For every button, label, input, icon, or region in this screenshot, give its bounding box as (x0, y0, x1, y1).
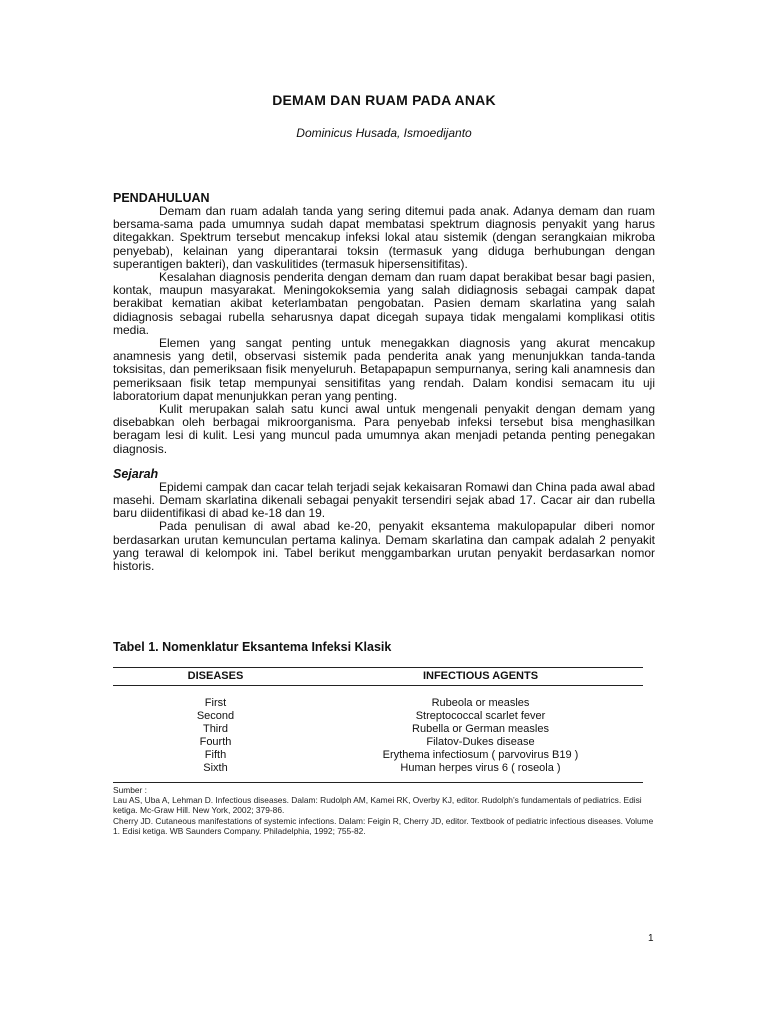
table-body (113, 686, 643, 782)
table-bottom-rule (113, 782, 643, 783)
table-cell-disease: Sixth (203, 762, 228, 774)
section-heading-sejarah: Sejarah (113, 466, 159, 481)
table-title: Tabel 1. Nomenklatur Eksantema Infeksi Klasik (113, 640, 392, 654)
page-number: 1 (648, 933, 654, 944)
table-cell-disease: First (204, 697, 227, 709)
table-cell-agent: Streptococcal scarlet fever (415, 710, 546, 722)
table-cell-disease: Second (196, 710, 235, 722)
table-row (113, 697, 643, 710)
table-cell-agent: Human herpes virus 6 ( roseola ) (400, 762, 561, 774)
source-reference: Cherry JD. Cutaneous manifestations of systemic infections. Dalam: Feigin R, Cherry JD, editor. Textbook of pediatric infectious diseases. Volume 1. Edisi ketiga. WB Saunders Company. Philadelphia, 1992; 755-82. (113, 815, 654, 836)
paragraph: Pada penulisan di awal abad ke-20, penyakit eksantema makulopapular diberi nomor berdasarkan urutan kemunculan pertama kalinya. Demam skarlatina dan campak adalah 2 penyakit yang terawal di kelompok ini. Tabel berikut menggambarkan urutan penyakit berdasarkan nomor historis. (113, 519, 655, 574)
document-authors: Dominicus Husada, Ismoedijanto (296, 126, 472, 140)
table-row (113, 710, 643, 723)
table-row (113, 762, 643, 775)
table-header-diseases: DISEASES (187, 670, 244, 682)
paragraph: Demam dan ruam adalah tanda yang sering ditemui pada anak. Adanya demam dan ruam bersama-sama pada umumnya sudah dapat membatasi spektrum diagnosis penyakit yang harus ditegakkan. Spektrum tersebut mencakup infeksi lokal atau sistemik (dengan serangkaian mikroba penyebab), kelainan yang diperantarai toksin (termasuk yang diduga berhubungan dengan superantigen bakteri), dan vaskulitides (termasuk hipersensitifitas). (113, 204, 655, 271)
table-cell-agent: Rubella or German measles (412, 723, 549, 735)
document-title: DEMAM DAN RUAM PADA ANAK (272, 92, 496, 108)
table-cell-agent: Filatov-Dukes disease (426, 736, 535, 748)
paragraph: Kulit merupakan salah satu kunci awal untuk mengenali penyakit dengan demam yang disebabkan oleh berbagai mikroorganisma. Para penyebab infeksi tersebut bisa menghasilkan beragam lesi di kulit. Lesi yang muncul pada umumnya akan menjadi petanda penting penegakan diagnosis. (113, 402, 655, 456)
table-row (113, 736, 643, 749)
table-cell-agent: Erythema infectiosum ( parvovirus B19 ) (382, 749, 579, 761)
table-header-infectious-agents: INFECTIOUS AGENTS (422, 670, 539, 682)
paragraph: Epidemi campak dan cacar telah terjadi sejak kekaisaran Romawi dan China pada awal abad masehi. Demam skarlatina dikenali sebagai penyakit tersendiri sejak abad 17. Cacar air dan rubella baru diidentifikasi di abad ke-18 dan 19. (113, 479, 655, 521)
table-header-row (113, 668, 643, 685)
source-reference: Lau AS, Uba A, Lehman D. Infectious diseases. Dalam: Rudolph AM, Kamei RK, Overby KJ, editor. Rudolph’s fundamentals of pediatrics. Edisi ketiga. Mc-Graw Hill. New York, 2002; 379-86. (113, 795, 642, 816)
paragraph: Kesalahan diagnosis penderita dengan demam dan ruam dapat berakibat besar bagi pasien, kontak, maupun masyarakat. Meningokoksemia yang salah didiagnosis sebagai campak dapat berakibat kematian akibat keterlambatan pengobatan. Pasien demam skarlatina yang salah didiagnosis sebagai rubella seharusnya dapat dicegah supaya tidak mengalami komplikasi otitis media. (113, 270, 655, 337)
table-cell-agent: Rubeola or measles (431, 697, 530, 709)
paragraph: Elemen yang sangat penting untuk menegakkan diagnosis yang akurat mencakup anamnesis yang detil, observasi sistemik pada penderita anak yang menunjukkan tanda-tanda toksisitas, dan pemeriksaan fisik menyeluruh. Betapapapun sempurnanya, sering kali anamnesis dan pemeriksaan fisik tetap mempunyai sensitifitas yang rendah. Dalam kondisi semacam itu uji laboratorium dapat menunjukkan peran yang penting. (113, 336, 655, 403)
nomenclature-table (113, 667, 643, 783)
table-cell-disease: Fifth (204, 749, 227, 761)
table-sources (113, 785, 658, 836)
table-row (113, 749, 643, 762)
sources-label: Sumber : (113, 785, 147, 795)
table-row (113, 723, 643, 736)
document-body (113, 191, 655, 573)
table-cell-disease: Fourth (199, 736, 232, 748)
table-cell-disease: Third (202, 723, 229, 735)
section-heading-pendahuluan: PENDAHULUAN (113, 191, 210, 205)
